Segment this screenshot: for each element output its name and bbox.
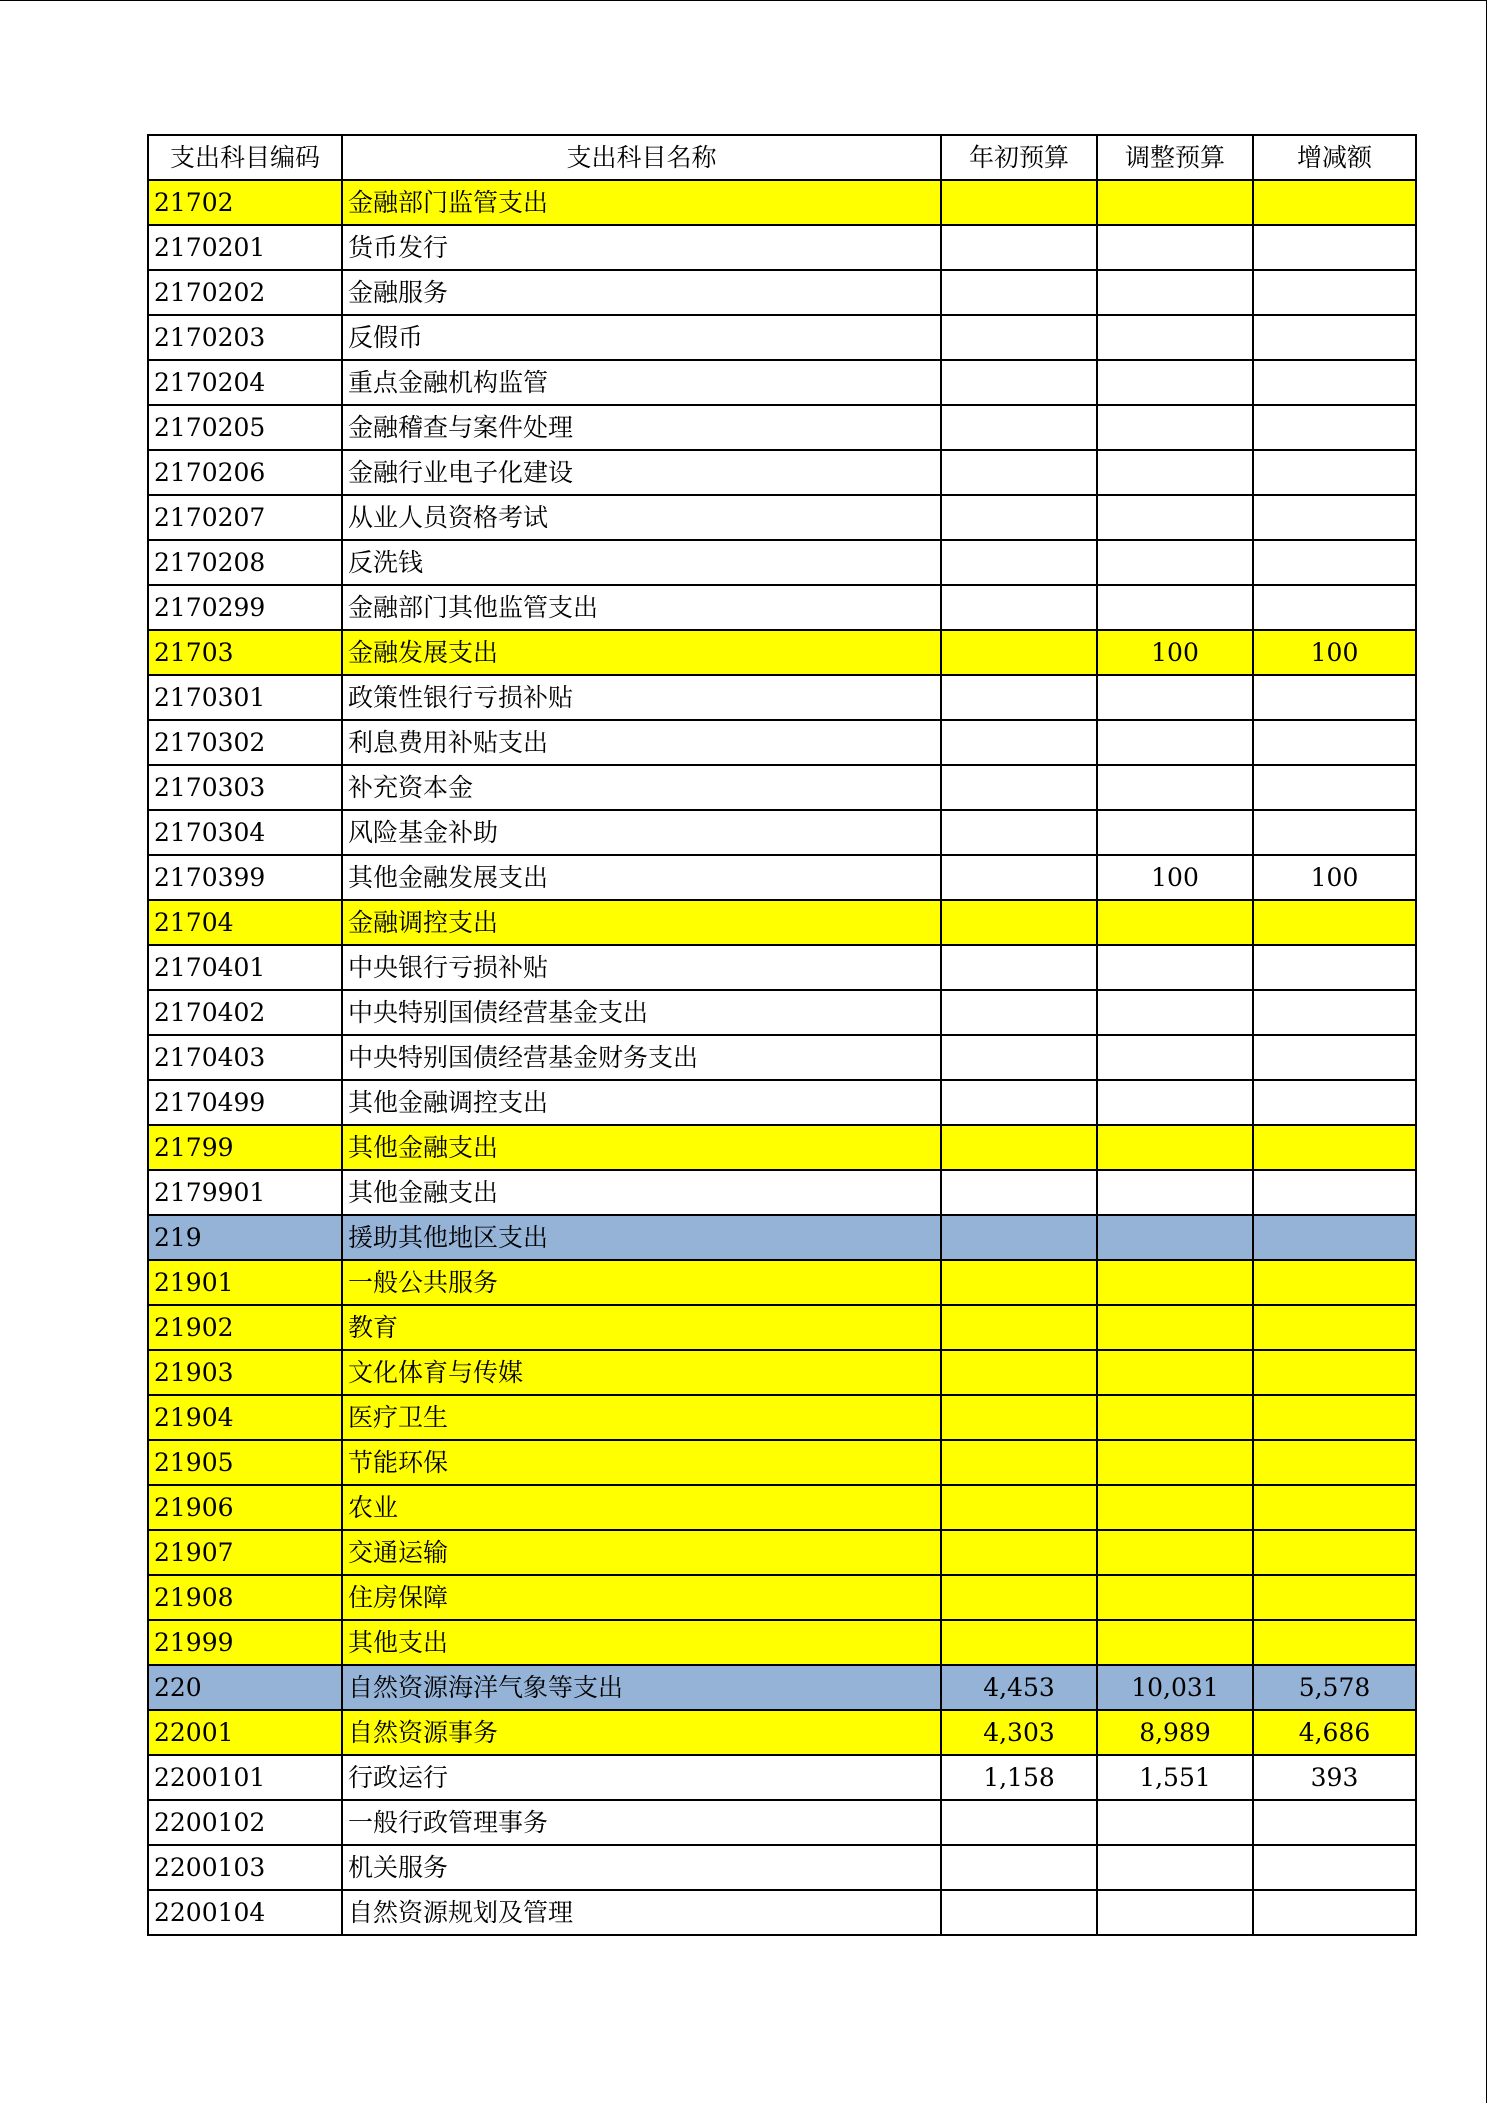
- cell-name: 金融部门监管支出: [342, 180, 941, 225]
- cell-initial-budget: [941, 270, 1097, 315]
- cell-name: 利息费用补贴支出: [342, 720, 941, 765]
- cell-initial-budget: [941, 1215, 1097, 1260]
- cell-code: 2170401: [148, 945, 342, 990]
- cell-change: 393: [1253, 1755, 1416, 1800]
- cell-initial-budget: [941, 1845, 1097, 1890]
- cell-initial-budget: [941, 495, 1097, 540]
- cell-code: 21704: [148, 900, 342, 945]
- header-adjusted-budget: 调整预算: [1097, 135, 1253, 180]
- cell-initial-budget: [941, 360, 1097, 405]
- cell-name: 节能环保: [342, 1440, 941, 1485]
- table-row: [148, 1305, 1416, 1350]
- cell-initial-budget: [941, 765, 1097, 810]
- cell-change: [1253, 945, 1416, 990]
- cell-name: 机关服务: [342, 1845, 941, 1890]
- cell-code: 21905: [148, 1440, 342, 1485]
- cell-name: 金融服务: [342, 270, 941, 315]
- cell-code: 21908: [148, 1575, 342, 1620]
- cell-adjusted-budget: [1097, 495, 1253, 540]
- table-row: [148, 495, 1416, 540]
- cell-change: [1253, 1215, 1416, 1260]
- cell-change: [1253, 1260, 1416, 1305]
- cell-change: [1253, 765, 1416, 810]
- cell-adjusted-budget: [1097, 1260, 1253, 1305]
- table-row: [148, 810, 1416, 855]
- cell-adjusted-budget: [1097, 1800, 1253, 1845]
- cell-change: [1253, 1485, 1416, 1530]
- cell-initial-budget: [941, 1260, 1097, 1305]
- cell-adjusted-budget: [1097, 270, 1253, 315]
- cell-code: 21906: [148, 1485, 342, 1530]
- cell-code: 21799: [148, 1125, 342, 1170]
- cell-code: 2200103: [148, 1845, 342, 1890]
- table-row: [148, 270, 1416, 315]
- cell-initial-budget: [941, 720, 1097, 765]
- cell-initial-budget: [941, 810, 1097, 855]
- cell-adjusted-budget: 8,989: [1097, 1710, 1253, 1755]
- cell-code: 22001: [148, 1710, 342, 1755]
- cell-code: 21903: [148, 1350, 342, 1395]
- cell-change: [1253, 1080, 1416, 1125]
- cell-initial-budget: [941, 1530, 1097, 1575]
- cell-initial-budget: [941, 1170, 1097, 1215]
- cell-change: [1253, 675, 1416, 720]
- table-row: [148, 585, 1416, 630]
- cell-change: 100: [1253, 630, 1416, 675]
- cell-initial-budget: [941, 1350, 1097, 1395]
- cell-change: [1253, 1890, 1416, 1935]
- cell-change: [1253, 900, 1416, 945]
- cell-name: 反洗钱: [342, 540, 941, 585]
- cell-name: 其他金融支出: [342, 1170, 941, 1215]
- cell-code: 21999: [148, 1620, 342, 1665]
- cell-adjusted-budget: [1097, 675, 1253, 720]
- cell-adjusted-budget: [1097, 1350, 1253, 1395]
- cell-name: 金融部门其他监管支出: [342, 585, 941, 630]
- cell-name: 一般公共服务: [342, 1260, 941, 1305]
- cell-name: 政策性银行亏损补贴: [342, 675, 941, 720]
- cell-change: [1253, 990, 1416, 1035]
- cell-code: 21904: [148, 1395, 342, 1440]
- table-header-row: [148, 135, 1416, 180]
- cell-change: [1253, 540, 1416, 585]
- cell-change: [1253, 1170, 1416, 1215]
- cell-name: 行政运行: [342, 1755, 941, 1800]
- table-body: [148, 180, 1416, 1935]
- cell-change: [1253, 360, 1416, 405]
- cell-change: [1253, 225, 1416, 270]
- cell-code: 2170402: [148, 990, 342, 1035]
- cell-name: 中央银行亏损补贴: [342, 945, 941, 990]
- cell-initial-budget: [941, 1800, 1097, 1845]
- cell-initial-budget: [941, 180, 1097, 225]
- cell-code: 2170299: [148, 585, 342, 630]
- cell-adjusted-budget: [1097, 450, 1253, 495]
- cell-code: 220: [148, 1665, 342, 1710]
- cell-name: 农业: [342, 1485, 941, 1530]
- table-row: [148, 1890, 1416, 1935]
- cell-code: 2170208: [148, 540, 342, 585]
- cell-initial-budget: [941, 315, 1097, 360]
- cell-initial-budget: [941, 1440, 1097, 1485]
- cell-initial-budget: [941, 1575, 1097, 1620]
- cell-adjusted-budget: [1097, 180, 1253, 225]
- table-row: [148, 900, 1416, 945]
- cell-adjusted-budget: [1097, 945, 1253, 990]
- cell-adjusted-budget: [1097, 1080, 1253, 1125]
- cell-initial-budget: [941, 1080, 1097, 1125]
- table-row: [148, 945, 1416, 990]
- header-code: 支出科目编码: [148, 135, 342, 180]
- cell-initial-budget: [941, 1890, 1097, 1935]
- cell-change: [1253, 1350, 1416, 1395]
- cell-change: [1253, 315, 1416, 360]
- table-row: [148, 765, 1416, 810]
- cell-initial-budget: [941, 630, 1097, 675]
- cell-code: 2170499: [148, 1080, 342, 1125]
- cell-name: 交通运输: [342, 1530, 941, 1575]
- cell-adjusted-budget: [1097, 360, 1253, 405]
- table-row: [148, 990, 1416, 1035]
- cell-name: 中央特别国债经营基金财务支出: [342, 1035, 941, 1080]
- cell-change: [1253, 405, 1416, 450]
- cell-name: 医疗卫生: [342, 1395, 941, 1440]
- cell-adjusted-budget: 100: [1097, 630, 1253, 675]
- table-row: [148, 1530, 1416, 1575]
- cell-name: 其他金融发展支出: [342, 855, 941, 900]
- cell-name: 从业人员资格考试: [342, 495, 941, 540]
- cell-name: 货币发行: [342, 225, 941, 270]
- cell-adjusted-budget: [1097, 1125, 1253, 1170]
- cell-code: 2200101: [148, 1755, 342, 1800]
- cell-code: 2200102: [148, 1800, 342, 1845]
- table-row: [148, 1710, 1416, 1755]
- cell-name: 自然资源事务: [342, 1710, 941, 1755]
- cell-name: 自然资源规划及管理: [342, 1890, 941, 1935]
- cell-change: [1253, 1845, 1416, 1890]
- cell-adjusted-budget: 10,031: [1097, 1665, 1253, 1710]
- cell-adjusted-budget: [1097, 1215, 1253, 1260]
- header-name: 支出科目名称: [342, 135, 941, 180]
- cell-adjusted-budget: [1097, 585, 1253, 630]
- cell-code: 2170301: [148, 675, 342, 720]
- cell-adjusted-budget: [1097, 225, 1253, 270]
- cell-change: [1253, 450, 1416, 495]
- cell-name: 金融行业电子化建设: [342, 450, 941, 495]
- cell-initial-budget: [941, 945, 1097, 990]
- table-row: [148, 1080, 1416, 1125]
- cell-code: 21902: [148, 1305, 342, 1350]
- table-row: [148, 675, 1416, 720]
- table-row: [148, 1755, 1416, 1800]
- cell-initial-budget: [941, 1485, 1097, 1530]
- table-row: [148, 1575, 1416, 1620]
- table-row: [148, 405, 1416, 450]
- cell-initial-budget: [941, 855, 1097, 900]
- cell-adjusted-budget: [1097, 765, 1253, 810]
- cell-initial-budget: [941, 1125, 1097, 1170]
- cell-code: 21703: [148, 630, 342, 675]
- cell-code: 21702: [148, 180, 342, 225]
- cell-name: 自然资源海洋气象等支出: [342, 1665, 941, 1710]
- cell-change: [1253, 495, 1416, 540]
- cell-name: 住房保障: [342, 1575, 941, 1620]
- cell-adjusted-budget: [1097, 1035, 1253, 1080]
- cell-code: 2170206: [148, 450, 342, 495]
- cell-adjusted-budget: [1097, 1440, 1253, 1485]
- cell-change: 100: [1253, 855, 1416, 900]
- cell-change: [1253, 1530, 1416, 1575]
- cell-change: [1253, 180, 1416, 225]
- header-initial-budget: 年初预算: [941, 135, 1097, 180]
- table-row: [148, 1620, 1416, 1665]
- table-row: [148, 1170, 1416, 1215]
- budget-table: [147, 134, 1417, 1936]
- table-row: [148, 540, 1416, 585]
- cell-initial-budget: 4,303: [941, 1710, 1097, 1755]
- cell-adjusted-budget: [1097, 720, 1253, 765]
- cell-name: 其他金融调控支出: [342, 1080, 941, 1125]
- cell-change: [1253, 810, 1416, 855]
- cell-change: [1253, 1620, 1416, 1665]
- cell-change: [1253, 1395, 1416, 1440]
- cell-code: 2170202: [148, 270, 342, 315]
- cell-initial-budget: 1,158: [941, 1755, 1097, 1800]
- cell-adjusted-budget: [1097, 1575, 1253, 1620]
- table-row: [148, 180, 1416, 225]
- table-row: [148, 315, 1416, 360]
- cell-code: 2170205: [148, 405, 342, 450]
- cell-name: 文化体育与传媒: [342, 1350, 941, 1395]
- cell-name: 重点金融机构监管: [342, 360, 941, 405]
- table-row: [148, 1800, 1416, 1845]
- cell-initial-budget: [941, 450, 1097, 495]
- cell-code: 2170203: [148, 315, 342, 360]
- cell-adjusted-budget: [1097, 405, 1253, 450]
- cell-adjusted-budget: [1097, 1845, 1253, 1890]
- cell-name: 其他支出: [342, 1620, 941, 1665]
- cell-initial-budget: [941, 900, 1097, 945]
- cell-change: [1253, 1800, 1416, 1845]
- cell-change: [1253, 1035, 1416, 1080]
- cell-adjusted-budget: [1097, 1530, 1253, 1575]
- cell-code: 2170201: [148, 225, 342, 270]
- cell-initial-budget: [941, 1620, 1097, 1665]
- cell-initial-budget: 4,453: [941, 1665, 1097, 1710]
- cell-code: 2170303: [148, 765, 342, 810]
- table-row: [148, 1260, 1416, 1305]
- table-row: [148, 225, 1416, 270]
- cell-code: 21901: [148, 1260, 342, 1305]
- cell-adjusted-budget: [1097, 315, 1253, 360]
- cell-change: [1253, 270, 1416, 315]
- cell-change: [1253, 1125, 1416, 1170]
- cell-change: [1253, 585, 1416, 630]
- cell-name: 援助其他地区支出: [342, 1215, 941, 1260]
- cell-change: [1253, 1305, 1416, 1350]
- cell-name: 风险基金补助: [342, 810, 941, 855]
- cell-code: 2179901: [148, 1170, 342, 1215]
- cell-adjusted-budget: [1097, 810, 1253, 855]
- cell-name: 中央特别国债经营基金支出: [342, 990, 941, 1035]
- cell-code: 2170204: [148, 360, 342, 405]
- cell-name: 其他金融支出: [342, 1125, 941, 1170]
- cell-change: 5,578: [1253, 1665, 1416, 1710]
- cell-name: 金融发展支出: [342, 630, 941, 675]
- cell-initial-budget: [941, 675, 1097, 720]
- cell-initial-budget: [941, 585, 1097, 630]
- cell-code: 2170399: [148, 855, 342, 900]
- cell-initial-budget: [941, 1395, 1097, 1440]
- cell-code: 2170403: [148, 1035, 342, 1080]
- cell-change: [1253, 720, 1416, 765]
- cell-adjusted-budget: [1097, 1485, 1253, 1530]
- cell-code: 219: [148, 1215, 342, 1260]
- cell-name: 金融稽查与案件处理: [342, 405, 941, 450]
- cell-code: 2170207: [148, 495, 342, 540]
- cell-adjusted-budget: [1097, 1395, 1253, 1440]
- table-row: [148, 630, 1416, 675]
- cell-code: 2170302: [148, 720, 342, 765]
- cell-name: 教育: [342, 1305, 941, 1350]
- cell-name: 一般行政管理事务: [342, 1800, 941, 1845]
- cell-initial-budget: [941, 225, 1097, 270]
- cell-adjusted-budget: [1097, 540, 1253, 585]
- cell-name: 金融调控支出: [342, 900, 941, 945]
- cell-adjusted-budget: 100: [1097, 855, 1253, 900]
- cell-adjusted-budget: [1097, 1620, 1253, 1665]
- table-row: [148, 855, 1416, 900]
- cell-initial-budget: [941, 990, 1097, 1035]
- cell-adjusted-budget: [1097, 990, 1253, 1035]
- cell-initial-budget: [941, 540, 1097, 585]
- table-row: [148, 720, 1416, 765]
- table-row: [148, 1215, 1416, 1260]
- table-row: [148, 1485, 1416, 1530]
- cell-name: 反假币: [342, 315, 941, 360]
- table-row: [148, 1350, 1416, 1395]
- cell-change: [1253, 1440, 1416, 1485]
- cell-adjusted-budget: [1097, 1305, 1253, 1350]
- cell-change: 4,686: [1253, 1710, 1416, 1755]
- table-row: [148, 1035, 1416, 1080]
- table-row: [148, 450, 1416, 495]
- cell-change: [1253, 1575, 1416, 1620]
- header-change: 增减额: [1253, 135, 1416, 180]
- cell-code: 21907: [148, 1530, 342, 1575]
- table-row: [148, 1845, 1416, 1890]
- cell-name: 补充资本金: [342, 765, 941, 810]
- cell-code: 2200104: [148, 1890, 342, 1935]
- table-row: [148, 1125, 1416, 1170]
- table-row: [148, 1395, 1416, 1440]
- cell-adjusted-budget: [1097, 900, 1253, 945]
- cell-adjusted-budget: [1097, 1170, 1253, 1215]
- cell-code: 2170304: [148, 810, 342, 855]
- cell-initial-budget: [941, 1305, 1097, 1350]
- table-row: [148, 1665, 1416, 1710]
- table-row: [148, 1440, 1416, 1485]
- cell-initial-budget: [941, 1035, 1097, 1080]
- cell-adjusted-budget: [1097, 1890, 1253, 1935]
- table-row: [148, 360, 1416, 405]
- cell-adjusted-budget: 1,551: [1097, 1755, 1253, 1800]
- cell-initial-budget: [941, 405, 1097, 450]
